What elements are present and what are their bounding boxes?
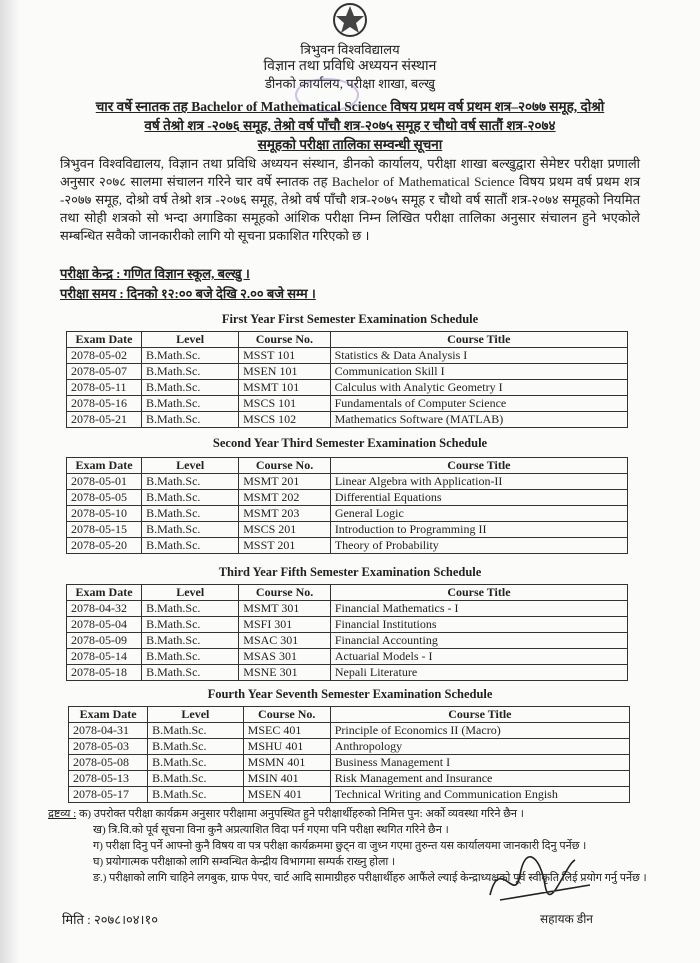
table-row [67,649,628,665]
table-cell: Calculus with Analytic Geometry I [330,380,627,396]
table-cell: MSIN 401 [243,771,330,787]
table-cell: MSEN 101 [239,364,330,380]
table-cell: MSCS 102 [239,412,330,428]
table-cell: MSST 201 [239,538,331,554]
title-line-2: वर्ष तेश्रो शत्र -२०७६ समूह, तेश्रो वर्ष पाँचौ शत्र-२०७५ समूह र चौथो वर्ष सातौं शत्र-२०७४ [144,118,556,133]
column-header: Course Title [330,707,629,723]
table-cell: B.Math.Sc. [142,506,239,522]
table-cell: MSCS 101 [239,396,330,412]
table-cell: B.Math.Sc. [148,723,244,739]
column-header: Exam Date [69,707,148,723]
table-cell: 2078-05-01 [67,474,142,490]
table-header-row [67,332,628,348]
table-cell: 2078-05-20 [67,538,142,554]
table-row [67,538,628,554]
title-line-1: चार वर्षे स्नातक तह Bachelor of Mathematical Science विषय प्रथम वर्ष प्रथम शत्र–२०७७ समूह, दोश्रो [95,99,605,114]
note-item: ख) त्रि.वि.को पूर्व सूचना विना कुनै अप्रत्याशित विदा पर्न गएमा पनि परीक्षा स्थगित गरिने छैन । [93,824,449,836]
table-row [67,522,628,538]
table-cell: Introduction to Programming II [330,522,627,538]
column-header: Exam Date [67,458,142,474]
table-row [67,364,628,380]
table-cell: Principle of Economics II (Macro) [330,723,629,739]
table-row [69,771,630,787]
schedule-table [68,706,630,803]
table-cell: 2078-05-10 [67,506,142,522]
table-cell: B.Math.Sc. [142,601,239,617]
column-header: Course No. [243,707,330,723]
column-header: Exam Date [67,585,142,601]
table-cell: MSFI 301 [239,617,331,633]
table-cell: B.Math.Sc. [142,348,239,364]
table-cell: MSAC 301 [239,633,331,649]
schedule-table [66,584,628,681]
table-cell: 2078-05-02 [67,348,142,364]
table-cell: MSAS 301 [239,649,331,665]
column-header: Course No. [239,332,330,348]
table-row [69,739,630,755]
table-row [69,723,630,739]
table-cell: B.Math.Sc. [148,771,244,787]
table-cell: B.Math.Sc. [142,412,239,428]
schedule-table [66,331,628,428]
table-cell: Theory of Probability [330,538,627,554]
table-cell: Actuarial Models - I [330,649,627,665]
table-cell: Anthropology [330,739,629,755]
table-row [67,380,628,396]
table-cell: 2078-04-31 [69,723,148,739]
table-cell: Mathematics Software (MATLAB) [330,412,627,428]
column-header: Course Title [330,458,627,474]
table-cell: MSMT 202 [239,490,331,506]
column-header: Course No. [239,458,331,474]
note-item: ङ.) परीक्षाको लागि चाहिने लगबुक, ग्राफ पेपर, चार्ट आदि सामाग्रीहरु परीक्षार्थीहरु आफैंले ल्याई केन्द्राध्यक्षको पूर्व स्वीकृति लिई प्रयोग गर्नु पर्नेछ । [93,872,647,884]
table-row [67,396,628,412]
table-cell: B.Math.Sc. [142,474,239,490]
table-cell: 2078-05-11 [67,380,142,396]
table-cell: Communication Skill I [330,364,627,380]
table-cell: Financial Mathematics - I [330,601,627,617]
table-cell: Statistics & Data Analysis I [330,348,627,364]
table-cell: 2078-05-03 [69,739,148,755]
table-cell: MSMT 201 [239,474,331,490]
note-item: ग) परीक्षा दिनु पर्ने आफ्नो कुनै विषय वा पत्र परीक्षा कार्यक्रममा छुट्न वा जुध्न गएमा तुरुन्त यस कार्यालयमा जानकारी दिनु पर्नेछ । [93,840,587,852]
column-header: Course Title [330,585,627,601]
schedule-title: Third Year Fifth Semester Examination Schedule [218,565,482,579]
table-cell: Differential Equations [330,490,627,506]
table-cell: 2078-05-14 [67,649,142,665]
office-name: डीनको कार्यालय, परीक्षा शाखा, बल्खु [264,76,436,91]
table-row [69,755,630,771]
table-cell: MSMN 401 [243,755,330,771]
schedule-title: First Year First Semester Examination Schedule [221,312,479,326]
table-row [69,787,630,803]
title-line-3: समूहको परीक्षा तालिका सम्वन्धी सूचना [257,137,443,152]
table-row [67,601,628,617]
table-cell: Financial Accounting [330,633,627,649]
table-cell: Fundamentals of Computer Science [330,396,627,412]
table-cell: 2078-05-21 [67,412,142,428]
schedule-table [66,457,628,554]
table-cell: Linear Algebra with Application-II [330,474,627,490]
table-cell: MSEN 401 [243,787,330,803]
table-cell: B.Math.Sc. [142,617,239,633]
table-cell: B.Math.Sc. [142,522,239,538]
signature [480,845,600,915]
table-cell: Technical Writing and Communication Engish [330,787,629,803]
table-cell: 2078-05-16 [67,396,142,412]
table-cell: B.Math.Sc. [142,490,239,506]
table-cell: 2078-05-08 [69,755,148,771]
column-header: Exam Date [67,332,142,348]
table-cell: 2078-05-04 [67,617,142,633]
column-header: Level [148,707,244,723]
table-cell: 2078-05-13 [69,771,148,787]
table-cell: Risk Management and Insurance [330,771,629,787]
schedule-title: Second Year Third Semester Examination Schedule [212,436,488,450]
table-row [67,348,628,364]
institute-name: विज्ञान तथा प्रविधि अध्ययन संस्थान [263,59,437,74]
table-row [67,506,628,522]
note-item: क) उपरोक्त परीक्षा कार्यक्रम अनुसार परीक्षामा अनुपस्थित हुने परीक्षार्थीहरुको निमित्त पुन: अर्को व्यवस्था गरिने छैन । [78,808,524,820]
table-row [67,633,628,649]
table-cell: Nepali Literature [330,665,627,681]
table-cell: MSHU 401 [243,739,330,755]
table-cell: B.Math.Sc. [148,739,244,755]
table-cell: MSMT 301 [239,601,331,617]
column-header: Course Title [330,332,627,348]
table-cell: General Logic [330,506,627,522]
table-header-row [67,585,628,601]
table-cell: B.Math.Sc. [148,787,244,803]
table-cell: 2078-05-09 [67,633,142,649]
table-row [67,412,628,428]
table-cell: Business Management I [330,755,629,771]
schedule-title: Fourth Year Seventh Semester Examination Schedule [207,687,493,701]
table-cell: B.Math.Sc. [142,364,239,380]
university-logo-icon [330,2,370,40]
signatory-title: सहायक डीन [540,912,593,926]
exam-time: परीक्षा समय : दिनको १२:०० बजे देखि २.०० बजे सम्म । [60,286,316,301]
table-cell: B.Math.Sc. [142,633,239,649]
column-header: Level [142,458,239,474]
table-cell: 2078-05-15 [67,522,142,538]
column-header: Level [142,585,239,601]
table-cell: B.Math.Sc. [142,665,239,681]
table-cell: MSEC 401 [243,723,330,739]
table-cell: MSCS 201 [239,522,331,538]
notes-label: द्रष्टव्य : [48,808,77,820]
table-cell: B.Math.Sc. [142,538,239,554]
table-cell: MSST 101 [239,348,330,364]
date-line: मिति : २०७८।०४।१० [62,912,158,927]
table-cell: B.Math.Sc. [142,380,239,396]
table-cell: 2078-05-07 [67,364,142,380]
table-row [67,665,628,681]
table-cell: 2078-05-17 [69,787,148,803]
column-header: Course No. [239,585,331,601]
notice-body: त्रिभुवन विश्वविद्यालय, विज्ञान तथा प्रविधि अध्ययन संस्थान, डीनको कार्यालय, परीक्षा शाखा बल्खुद्वारा सेमेष्टर परीक्षा प्रणाली अनुसार २०७८ सालमा संचालन गरिने चार वर्षे स्नातक तह Bachelor of Mathematical Science विषय प्रथम वर्ष प्रथम शत्र -२०७७ समूह, दोश्रो वर्ष तेश्रो शत्र -२०७६ समूह, तेश्रो वर्ष पाँचौ शत्र-२०७५ समूह र चौथो वर्ष सातौं शत्र-२०७४ समूहको नियमित तथा सोही शत्रको सो भन्दा अगाडिका समूहको आंशिक परीक्षा निम्न लिखित परीक्षा तालिका अनुसार संचालन हुने भएकोले सम्बन्धित सवैको जानकारीको लागि यो सूचना प्रकाशित गरिएको छ । [60,156,640,243]
table-header-row [67,458,628,474]
table-cell: 2078-05-18 [67,665,142,681]
table-cell: B.Math.Sc. [142,396,239,412]
exam-center: परीक्षा केन्द्र : गणित विज्ञान स्कूल, बल्खु । [60,266,250,281]
table-cell: B.Math.Sc. [142,649,239,665]
table-cell: B.Math.Sc. [148,755,244,771]
table-row [67,490,628,506]
column-header: Level [142,332,239,348]
university-name: त्रिभुवन विश्वविद्यालय [300,42,400,57]
table-cell: Financial Institutions [330,617,627,633]
table-cell: MSNE 301 [239,665,331,681]
note-item: घ) प्रयोगात्मक परीक्षाको लागि सम्वन्धित केन्द्रीय विभागमा सम्पर्क राख्नु होला । [93,856,396,868]
table-cell: 2078-05-05 [67,490,142,506]
table-row [67,617,628,633]
table-cell: MSMT 203 [239,506,331,522]
table-header-row [69,707,630,723]
table-cell: 2078-04-32 [67,601,142,617]
table-row [67,474,628,490]
table-cell: MSMT 101 [239,380,330,396]
